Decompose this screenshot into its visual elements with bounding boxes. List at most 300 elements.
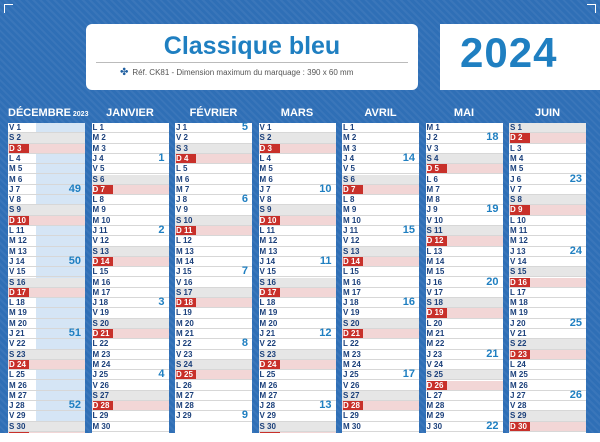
day-label: M 5 xyxy=(259,164,273,174)
day-row xyxy=(175,236,252,246)
day-row xyxy=(8,216,85,226)
day-label: S 20 xyxy=(343,318,360,328)
day-row xyxy=(259,236,336,246)
day-row xyxy=(92,411,169,421)
day-row xyxy=(92,278,169,288)
day-row xyxy=(342,133,419,143)
day-row xyxy=(92,205,169,215)
day-label: J 27 xyxy=(510,390,526,400)
day-row xyxy=(342,339,419,349)
day-row xyxy=(92,247,169,257)
day-row xyxy=(259,370,336,380)
week-number: 20 xyxy=(486,275,499,288)
day-row xyxy=(92,288,169,298)
week-number: 3 xyxy=(158,296,165,309)
day-label: V 9 xyxy=(176,205,189,215)
day-label: L 13 xyxy=(426,246,443,256)
day-row xyxy=(175,205,252,215)
day-row xyxy=(426,319,503,329)
day-row xyxy=(92,257,169,267)
week-number: 6 xyxy=(241,193,248,206)
day-row xyxy=(259,288,336,298)
day-label: L 18 xyxy=(259,298,276,308)
day-label: J 29 xyxy=(176,411,192,421)
day-label: V 5 xyxy=(343,164,356,174)
day-label: J 14 xyxy=(259,256,276,266)
day-label: S 16 xyxy=(259,277,276,287)
day-row xyxy=(509,205,586,215)
day-label: L 25 xyxy=(259,370,276,380)
day-row xyxy=(175,164,252,174)
day-row xyxy=(259,308,336,318)
day-row xyxy=(175,329,252,339)
month-name-text: AVRIL xyxy=(364,107,397,119)
day-column xyxy=(175,123,252,441)
day-row xyxy=(92,123,169,133)
day-row xyxy=(175,216,252,226)
day-label: D 4 xyxy=(176,154,196,163)
day-row xyxy=(92,422,169,432)
day-label: S 15 xyxy=(510,267,527,277)
week-number: 15 xyxy=(402,224,415,236)
day-row xyxy=(509,298,586,308)
day-row xyxy=(342,226,419,236)
day-row xyxy=(8,133,85,143)
day-row xyxy=(509,278,586,288)
day-label: V 10 xyxy=(426,215,443,225)
day-label: S 8 xyxy=(510,195,523,205)
day-label: J 30 xyxy=(426,421,443,431)
day-label: M 28 xyxy=(426,401,445,411)
day-label: M 2 xyxy=(343,133,357,143)
day-label: M 1 xyxy=(426,123,440,132)
day-row xyxy=(342,298,419,308)
day-row xyxy=(342,164,419,174)
day-label: V 29 xyxy=(9,411,26,421)
day-label: M 7 xyxy=(426,184,440,194)
day-label: V 19 xyxy=(343,308,360,318)
day-row xyxy=(342,411,419,421)
month-name-text: JANVIER xyxy=(106,107,154,119)
day-label: J 25 xyxy=(92,370,109,380)
day-row xyxy=(509,244,586,257)
day-row xyxy=(175,144,252,154)
day-label: M 26 xyxy=(259,380,278,390)
day-label: S 22 xyxy=(510,339,527,349)
week-number: 24 xyxy=(569,244,582,257)
day-label: J 23 xyxy=(426,349,443,359)
day-label: M 22 xyxy=(426,339,445,349)
day-label: S 16 xyxy=(9,277,26,287)
day-row xyxy=(92,151,169,164)
day-label: M 7 xyxy=(176,184,190,194)
day-label: L 10 xyxy=(510,215,526,225)
day-label: V 23 xyxy=(176,349,193,359)
day-label: L 24 xyxy=(510,359,526,369)
month-name xyxy=(259,107,336,120)
day-row xyxy=(175,308,252,318)
day-row xyxy=(509,216,586,226)
day-row xyxy=(342,391,419,401)
week-number: 2 xyxy=(158,224,165,236)
day-label: L 19 xyxy=(176,308,192,318)
day-row xyxy=(426,216,503,226)
day-label: L 12 xyxy=(176,236,192,246)
day-label: D 10 xyxy=(9,216,29,225)
week-number: 9 xyxy=(241,409,248,422)
month-name xyxy=(426,107,503,120)
day-label: S 9 xyxy=(259,205,272,215)
day-row xyxy=(8,360,85,370)
week-number: 51 xyxy=(68,327,81,339)
day-label: M 15 xyxy=(426,267,445,277)
day-row xyxy=(426,391,503,401)
day-row xyxy=(342,370,419,380)
day-row xyxy=(509,144,586,154)
day-row xyxy=(175,175,252,185)
page-title: Classique bleu xyxy=(163,32,341,60)
day-label: M 20 xyxy=(259,318,278,328)
month-3 xyxy=(259,107,336,438)
day-label: V 26 xyxy=(343,380,360,390)
day-label: V 5 xyxy=(92,164,105,174)
day-row xyxy=(175,185,252,195)
day-label: V 14 xyxy=(510,256,527,266)
day-label: D 17 xyxy=(9,288,29,297)
day-label: M 21 xyxy=(176,329,194,338)
day-label: L 22 xyxy=(343,339,359,349)
day-row xyxy=(92,350,169,360)
day-row xyxy=(509,370,586,380)
day-row xyxy=(509,350,586,360)
day-label: M 27 xyxy=(9,390,27,400)
week-number: 16 xyxy=(402,296,415,309)
day-row xyxy=(342,151,419,164)
day-row xyxy=(8,288,85,298)
day-label: L 4 xyxy=(9,153,21,163)
day-label: M 11 xyxy=(510,226,528,235)
day-row xyxy=(8,278,85,288)
day-label: V 26 xyxy=(92,380,109,390)
day-label: S 3 xyxy=(176,143,189,153)
day-row xyxy=(259,360,336,370)
day-row xyxy=(259,381,336,391)
day-label: M 24 xyxy=(92,359,111,369)
day-label: M 27 xyxy=(176,390,194,400)
day-row xyxy=(509,267,586,277)
day-label: M 26 xyxy=(510,380,528,390)
week-number: 26 xyxy=(569,388,582,401)
day-label: M 9 xyxy=(343,205,357,215)
day-label: V 17 xyxy=(426,287,443,297)
day-label: D 17 xyxy=(260,288,280,297)
day-row xyxy=(175,247,252,257)
day-label: V 12 xyxy=(92,236,109,246)
day-row xyxy=(8,154,85,164)
month-1 xyxy=(92,107,169,438)
day-row xyxy=(175,381,252,391)
day-label: L 20 xyxy=(426,318,443,328)
month-name-text: FÉVRIER xyxy=(189,107,238,119)
day-row xyxy=(426,381,503,391)
day-label: D 16 xyxy=(510,278,530,287)
week-number: 4 xyxy=(158,368,165,381)
week-number: 14 xyxy=(402,151,415,164)
day-row xyxy=(92,133,169,143)
day-row xyxy=(175,288,252,298)
day-label: S 10 xyxy=(176,215,193,225)
day-label: J 28 xyxy=(259,401,276,411)
day-label: D 7 xyxy=(343,185,363,194)
day-label: M 17 xyxy=(92,287,111,297)
day-label: J 4 xyxy=(92,153,104,163)
day-row xyxy=(92,308,169,318)
day-label: L 27 xyxy=(426,390,443,400)
day-label: M 3 xyxy=(92,143,106,153)
week-number: 17 xyxy=(402,368,415,381)
day-row xyxy=(426,329,503,339)
day-row xyxy=(175,133,252,143)
year-label: 2024 xyxy=(460,29,558,76)
day-row xyxy=(8,350,85,360)
month-6 xyxy=(509,107,586,438)
day-label: M 10 xyxy=(92,215,111,225)
month-name-text: MARS xyxy=(280,107,314,119)
day-row xyxy=(509,339,586,349)
day-row xyxy=(92,267,169,277)
day-label: L 15 xyxy=(343,267,359,277)
day-label: J 11 xyxy=(343,226,359,235)
day-label: D 28 xyxy=(93,401,113,410)
day-row xyxy=(175,401,252,411)
week-number: 13 xyxy=(319,399,332,412)
day-row xyxy=(8,381,85,391)
day-label: L 5 xyxy=(176,164,188,174)
day-row xyxy=(259,144,336,154)
day-label: V 1 xyxy=(259,123,272,132)
day-row xyxy=(175,123,252,133)
day-row xyxy=(8,236,85,246)
day-row xyxy=(175,278,252,288)
day-label: M 30 xyxy=(92,421,111,431)
day-label: M 24 xyxy=(343,359,361,369)
month-year-suffix: 2023 xyxy=(70,111,89,118)
day-label: S 13 xyxy=(343,246,360,256)
day-row xyxy=(509,195,586,205)
day-row xyxy=(426,175,503,185)
day-row xyxy=(426,236,503,246)
day-label: M 10 xyxy=(343,215,361,225)
day-row xyxy=(342,195,419,205)
day-label: D 10 xyxy=(260,216,280,225)
day-column xyxy=(342,123,419,441)
day-label: D 19 xyxy=(427,308,447,317)
day-row xyxy=(426,419,503,432)
day-row xyxy=(509,388,586,401)
day-row xyxy=(92,339,169,349)
day-row xyxy=(259,154,336,164)
day-label: L 8 xyxy=(92,195,104,205)
day-label: M 23 xyxy=(92,349,111,359)
day-row xyxy=(509,185,586,195)
day-row xyxy=(426,185,503,195)
day-row xyxy=(8,411,85,421)
day-label: V 7 xyxy=(510,184,523,194)
day-label: J 16 xyxy=(426,277,443,287)
day-row xyxy=(426,133,503,143)
day-row xyxy=(175,370,252,380)
day-row xyxy=(426,370,503,380)
day-row xyxy=(509,316,586,329)
day-label: D 18 xyxy=(176,298,196,307)
day-label: V 3 xyxy=(426,143,439,153)
day-label: M 6 xyxy=(176,174,190,184)
day-label: M 26 xyxy=(9,380,27,390)
day-row xyxy=(509,226,586,236)
day-label: S 2 xyxy=(259,133,272,143)
day-label: L 29 xyxy=(343,411,359,421)
day-label: M 30 xyxy=(343,421,361,431)
day-label: L 4 xyxy=(259,153,271,163)
day-label: D 21 xyxy=(343,329,363,338)
day-label: V 15 xyxy=(259,267,276,277)
day-row xyxy=(509,329,586,339)
day-label: S 1 xyxy=(510,123,523,132)
day-row xyxy=(92,381,169,391)
day-label: S 30 xyxy=(9,421,26,431)
day-row xyxy=(175,319,252,329)
day-label: M 19 xyxy=(510,308,528,318)
day-label: D 14 xyxy=(343,257,363,266)
day-label: S 24 xyxy=(176,359,193,369)
day-label: V 22 xyxy=(9,339,26,349)
day-label: D 25 xyxy=(176,370,196,379)
month-name xyxy=(342,107,419,120)
month-name-text: DÉCEMBRE xyxy=(8,107,71,119)
day-row xyxy=(8,182,85,195)
day-label: J 13 xyxy=(510,246,526,256)
week-number: 49 xyxy=(68,182,81,195)
day-row xyxy=(509,411,586,421)
day-row xyxy=(259,164,336,174)
day-row xyxy=(259,339,336,349)
day-label: L 26 xyxy=(176,380,192,390)
day-label: D 3 xyxy=(260,144,280,153)
week-number: 5 xyxy=(241,121,248,133)
day-label: M 25 xyxy=(510,370,528,380)
day-label: M 13 xyxy=(176,246,194,256)
day-row xyxy=(426,401,503,411)
day-label: M 16 xyxy=(343,277,361,287)
day-label: M 5 xyxy=(510,164,524,174)
day-row xyxy=(259,350,336,360)
day-row xyxy=(509,172,586,185)
day-label: V 15 xyxy=(9,267,26,277)
crop-mark xyxy=(587,4,596,13)
day-row xyxy=(175,298,252,308)
month-name xyxy=(92,107,169,120)
day-row xyxy=(175,195,252,205)
day-row xyxy=(426,144,503,154)
day-label: L 18 xyxy=(9,298,25,308)
day-row xyxy=(259,205,336,215)
day-row xyxy=(8,370,85,380)
week-number: 23 xyxy=(569,172,582,185)
day-row xyxy=(259,267,336,277)
day-label: S 2 xyxy=(9,133,22,143)
day-row xyxy=(509,401,586,411)
day-row xyxy=(92,185,169,195)
day-row xyxy=(426,275,503,288)
day-row xyxy=(342,350,419,360)
day-row xyxy=(92,236,169,246)
day-row xyxy=(8,308,85,318)
day-label: D 28 xyxy=(343,401,363,410)
day-label: M 29 xyxy=(426,411,445,421)
day-label: V 16 xyxy=(176,277,193,287)
week-number: 25 xyxy=(569,316,582,329)
day-label: S 20 xyxy=(92,318,109,328)
day-label: J 21 xyxy=(259,329,276,338)
day-row xyxy=(92,144,169,154)
day-label: D 7 xyxy=(93,185,113,194)
day-label: L 6 xyxy=(426,174,438,184)
month-name xyxy=(175,107,252,120)
day-row xyxy=(175,339,252,349)
day-label: S 9 xyxy=(9,205,22,215)
day-label: D 9 xyxy=(510,205,530,214)
day-row xyxy=(259,298,336,308)
day-label: S 17 xyxy=(176,287,193,297)
day-column xyxy=(8,123,85,441)
reference-text: Réf. CK81 - Dimension maximum du marquage : 390 x 60 mm xyxy=(132,68,354,77)
day-row xyxy=(426,288,503,298)
day-label: M 4 xyxy=(510,153,524,163)
day-row xyxy=(175,267,252,277)
week-number: 52 xyxy=(68,399,81,412)
day-row xyxy=(426,226,503,236)
day-label: M 19 xyxy=(259,308,278,318)
crop-mark xyxy=(4,4,13,13)
day-label: L 25 xyxy=(9,370,25,380)
day-row xyxy=(8,254,85,267)
day-row xyxy=(342,175,419,185)
day-label: J 7 xyxy=(9,184,21,194)
day-label: M 23 xyxy=(343,349,361,359)
day-row xyxy=(342,381,419,391)
day-label: S 4 xyxy=(426,153,439,163)
day-label: M 6 xyxy=(259,174,273,184)
day-row xyxy=(92,195,169,205)
day-label: S 23 xyxy=(259,349,276,359)
day-label: M 13 xyxy=(259,246,278,256)
day-label: V 28 xyxy=(510,401,527,411)
day-row xyxy=(8,339,85,349)
day-label: M 13 xyxy=(9,246,27,256)
day-label: D 21 xyxy=(93,329,113,338)
day-row xyxy=(342,422,419,432)
day-row xyxy=(342,278,419,288)
month-0 xyxy=(8,107,89,438)
day-row xyxy=(342,185,419,195)
day-label: D 3 xyxy=(9,144,29,153)
day-row xyxy=(259,123,336,133)
day-row xyxy=(8,226,85,236)
day-column xyxy=(259,123,336,441)
day-label: M 17 xyxy=(343,287,361,297)
day-row xyxy=(8,123,85,133)
day-row xyxy=(259,278,336,288)
